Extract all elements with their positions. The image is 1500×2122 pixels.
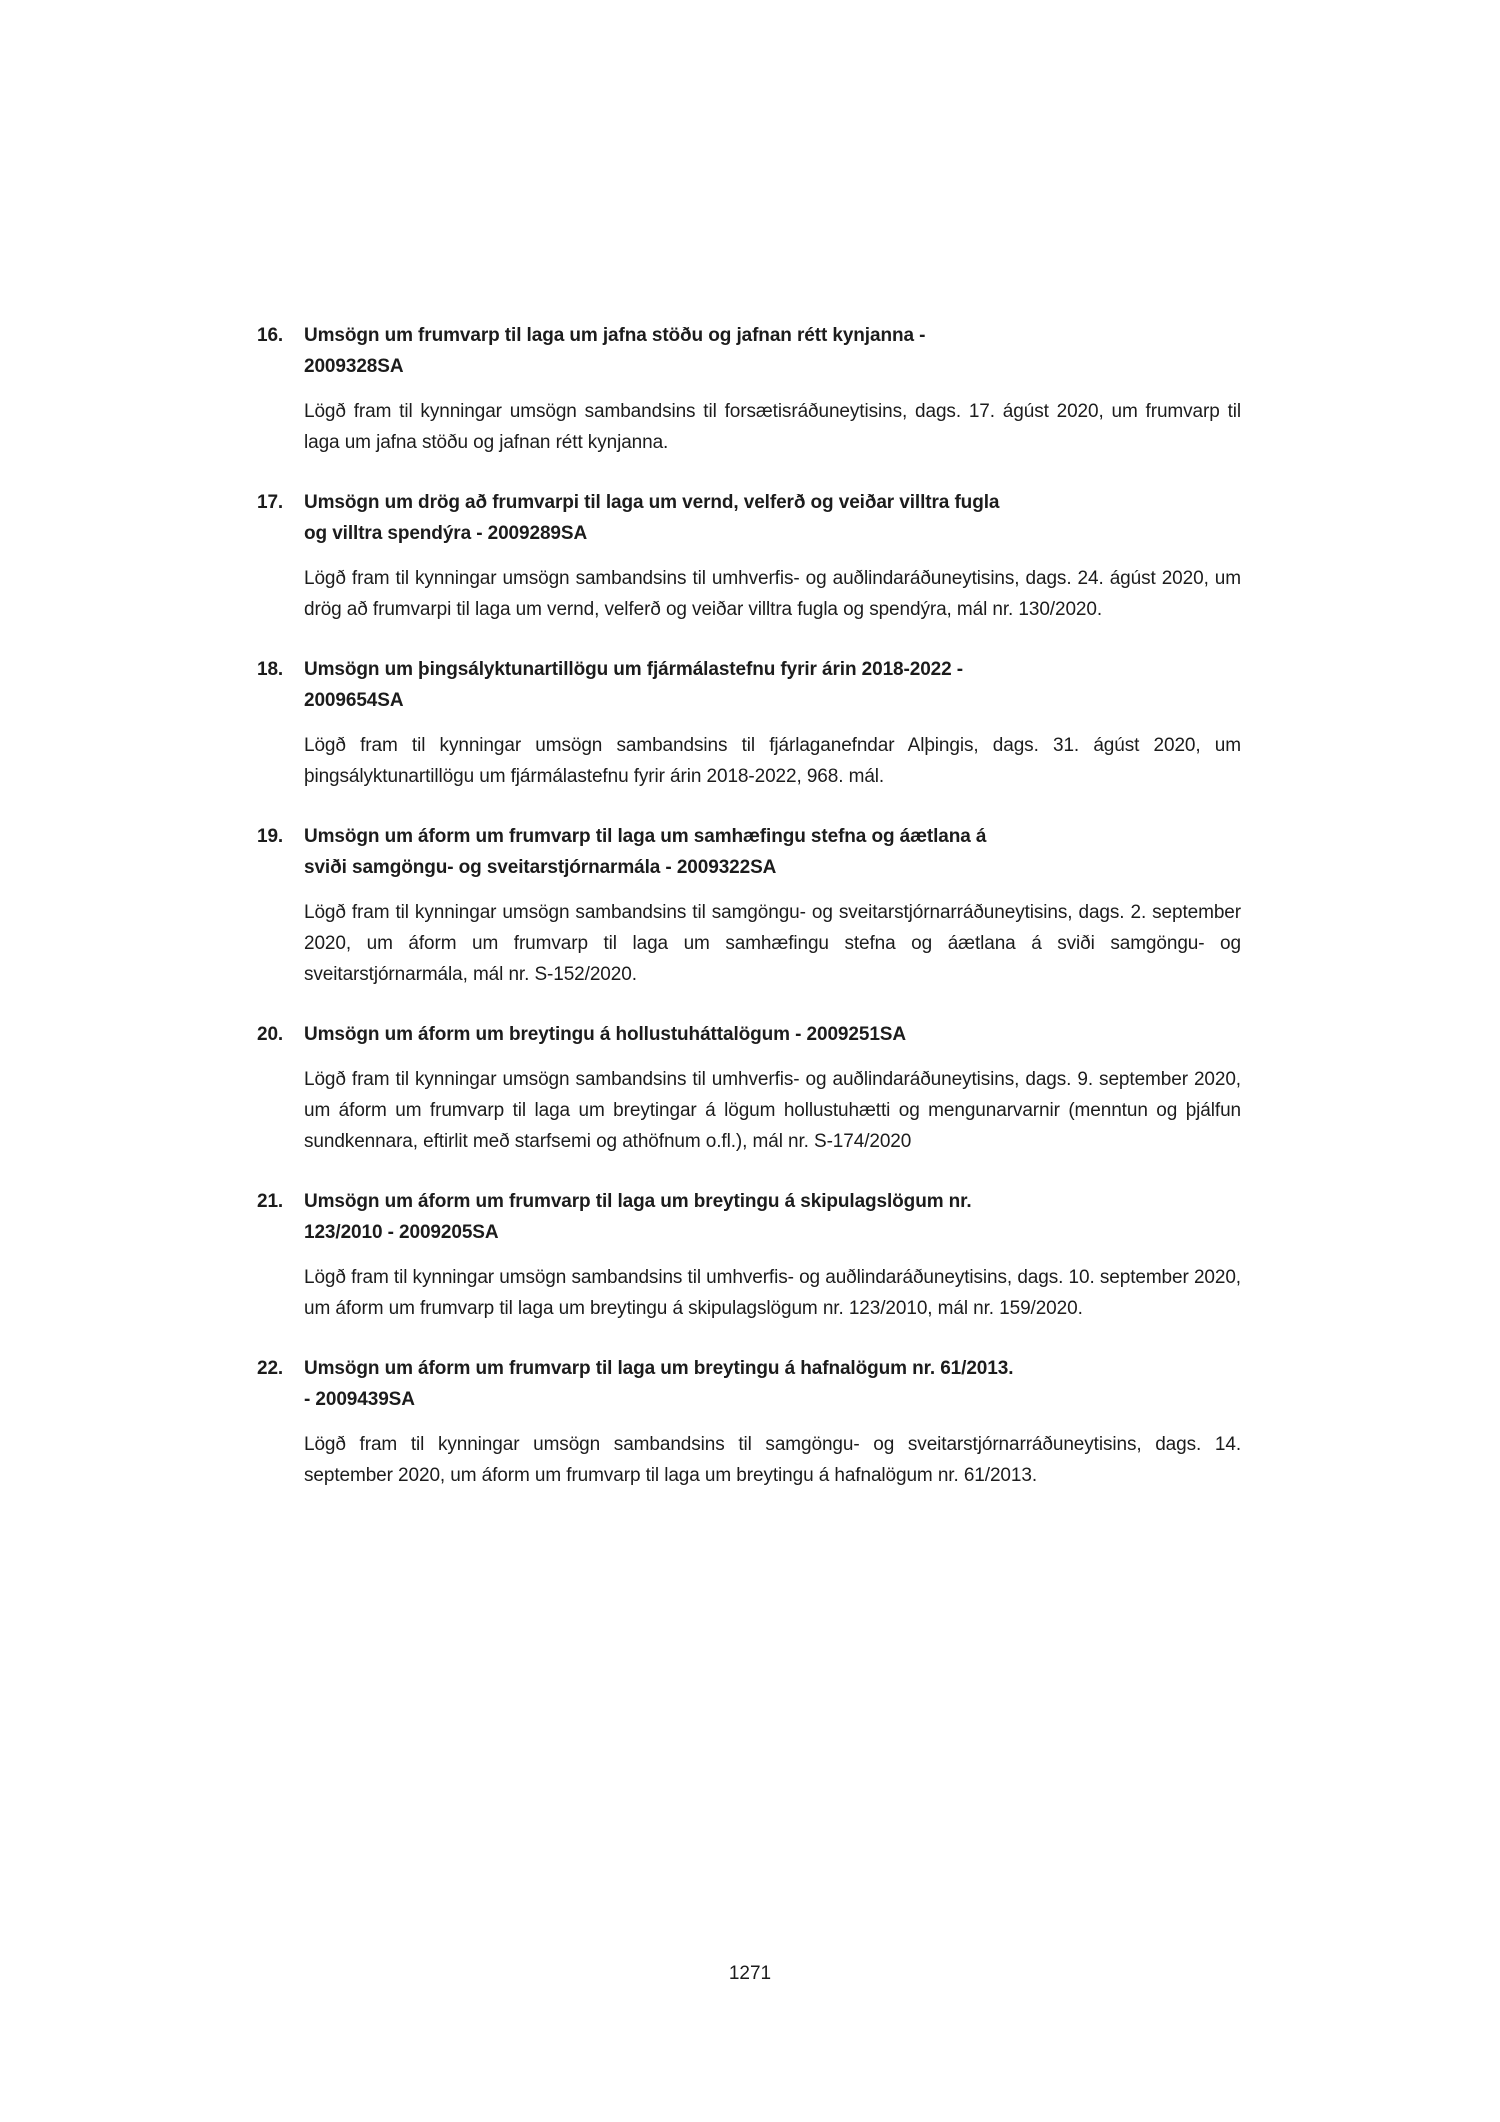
item-body: Lögð fram til kynningar umsögn sambandsins til umhverfis- og auðlindaráðuneytisins, dags. 10. september 2020, um áform um frumvarp til laga um breytingu á skipulagslögum nr. 123/2010, mál nr. 159/2020. <box>304 1267 1241 1319</box>
item-number: 22. <box>257 1358 284 1379</box>
item-body: Lögð fram til kynningar umsögn sambandsins til umhverfis- og auðlindaráðuneytisins, dags. 9. september 2020, um áform um frumvarp til laga um breytingar á lögum hollustuhætti og mengunarvarnir (menntun og þjálfun sundkennara, eftirlit með starfsemi og athöfnum o.fl.), mál nr. S-174/2020 <box>304 1069 1241 1152</box>
item-content <box>304 487 1241 625</box>
item-number: 21. <box>257 1191 284 1212</box>
item-title <box>304 1353 1241 1415</box>
item-number: 19. <box>257 826 284 847</box>
item-title-line: Umsögn um áform um frumvarp til laga um breytingu á hafnalögum nr. 61/2013. <box>304 1358 1014 1379</box>
item-number: 20. <box>257 1024 284 1045</box>
item-body: Lögð fram til kynningar umsögn sambandsins til fjárlaganefndar Alþingis, dags. 31. ágúst 2020, um þingsályktunartillögu um fjármálastefnu fyrir árin 2018-2022, 968. mál. <box>304 735 1241 787</box>
item-title-line: 123/2010 - 2009205SA <box>304 1222 499 1243</box>
list-item <box>257 1186 1241 1324</box>
item-content <box>304 821 1241 990</box>
item-title-line: Umsögn um frumvarp til laga um jafna stöðu og jafnan rétt kynjanna - <box>304 325 926 346</box>
item-content <box>304 1353 1241 1491</box>
list-item <box>257 320 1241 458</box>
item-title-line: sviði samgöngu- og sveitarstjórnarmála - 2009322SA <box>304 857 777 878</box>
item-title <box>304 487 1241 549</box>
minutes-list <box>257 320 1241 1520</box>
item-title-line: og villtra spendýra - 2009289SA <box>304 523 588 544</box>
item-title-line: Umsögn um áform um breytingu á hollustuháttalögum - 2009251SA <box>304 1024 906 1045</box>
page-number: 1271 <box>728 1963 772 1984</box>
item-title <box>304 320 1241 382</box>
item-content <box>304 320 1241 458</box>
item-title <box>304 1186 1241 1248</box>
item-title-line: 2009328SA <box>304 356 404 377</box>
item-title <box>304 654 1241 716</box>
list-item <box>257 821 1241 990</box>
list-item <box>257 654 1241 792</box>
item-title-line: Umsögn um þingsályktunartillögu um fjármálastefnu fyrir árin 2018-2022 - <box>304 659 964 680</box>
item-title <box>304 1019 1241 1050</box>
item-body: Lögð fram til kynningar umsögn sambandsins til umhverfis- og auðlindaráðuneytisins, dags. 24. ágúst 2020, um drög að frumvarpi til laga um vernd, velferð og veiðar villtra fugla og spendýra, mál nr. 130/2020. <box>304 568 1241 620</box>
item-content <box>304 1019 1241 1157</box>
item-number: 16. <box>257 325 284 346</box>
item-body: Lögð fram til kynningar umsögn sambandsins til forsætisráðuneytisins, dags. 17. ágúst 2020, um frumvarp til laga um jafna stöðu og jafnan rétt kynjanna. <box>304 401 1241 453</box>
item-title-line: 2009654SA <box>304 690 404 711</box>
list-item <box>257 1353 1241 1491</box>
list-item <box>257 487 1241 625</box>
item-number: 18. <box>257 659 284 680</box>
item-title-line: Umsögn um áform um frumvarp til laga um samhæfingu stefna og áætlana á <box>304 826 987 847</box>
item-content <box>304 654 1241 792</box>
item-number: 17. <box>257 492 284 513</box>
item-body: Lögð fram til kynningar umsögn sambandsins til samgöngu- og sveitarstjórnarráðuneytisins, dags. 14. september 2020, um áform um frumvarp til laga um breytingu á hafnalögum nr. 61/2013. <box>304 1434 1241 1486</box>
list-item <box>257 1019 1241 1157</box>
item-title-line: - 2009439SA <box>304 1389 415 1410</box>
item-content <box>304 1186 1241 1324</box>
item-title-line: Umsögn um áform um frumvarp til laga um breytingu á skipulagslögum nr. <box>304 1191 972 1212</box>
item-title-line: Umsögn um drög að frumvarpi til laga um vernd, velferð og veiðar villtra fugla <box>304 492 1000 513</box>
item-title <box>304 821 1241 883</box>
item-body: Lögð fram til kynningar umsögn sambandsins til samgöngu- og sveitarstjórnarráðuneytisins, dags. 2. september 2020, um áform um frumvarp til laga um samhæfingu stefna og áætlana á sviði samgöngu- og sveitarstjórnarmála, mál nr. S-152/2020. <box>304 902 1241 985</box>
